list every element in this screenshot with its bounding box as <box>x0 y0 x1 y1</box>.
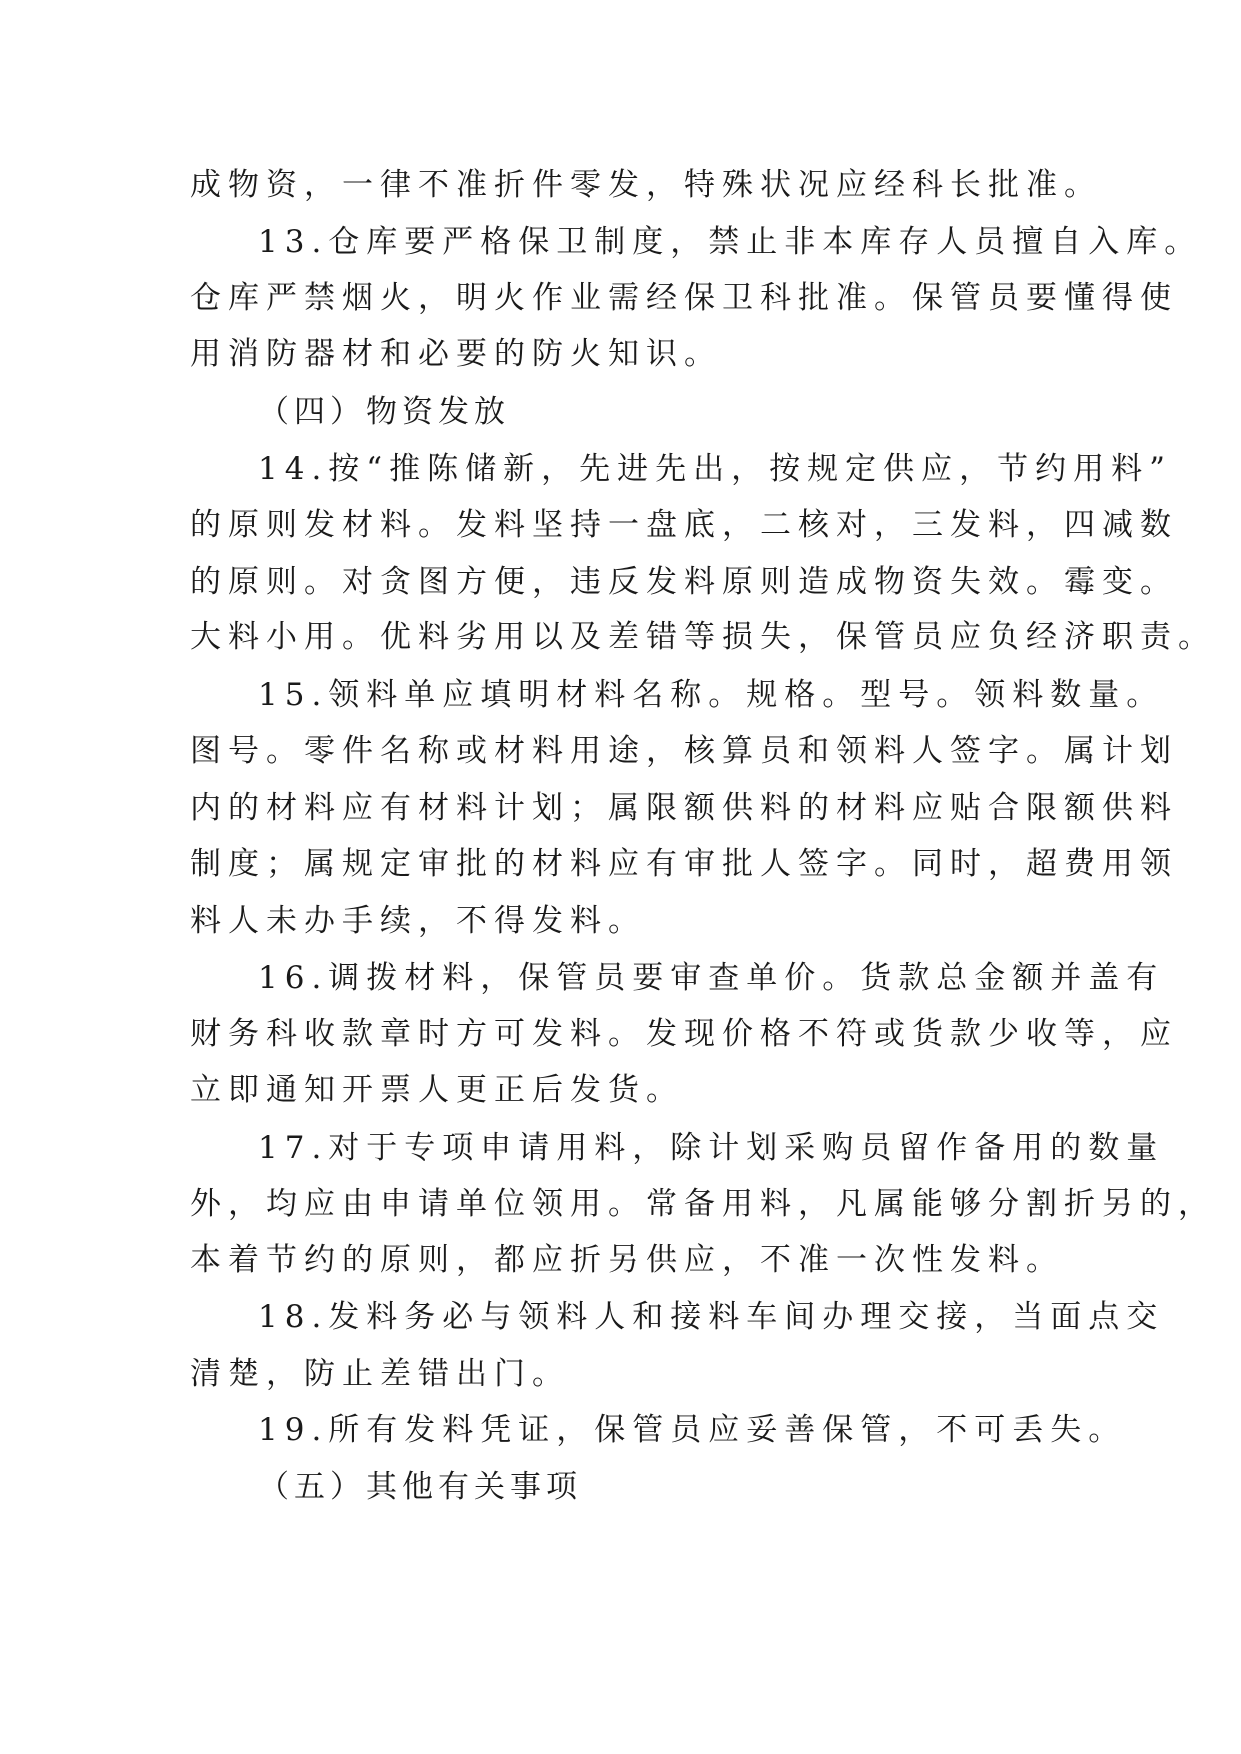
text-line: 大料小用。优料劣用以及差错等损失，保管员应负经济职责。 <box>190 619 1216 655</box>
clause-16-line: 16.调拨材料，保管员要审查单价。货款总金额并盖有 <box>258 960 1165 996</box>
clause-17-line: 17.对于专项申请用料，除计划采购员留作备用的数量 <box>258 1130 1165 1166</box>
text-line: 本着节约的原则，都应折另供应，不准一次性发料。 <box>190 1242 1064 1278</box>
text-line: 仓库严禁烟火，明火作业需经保卫科批准。保管员要懂得使 <box>190 280 1178 316</box>
clause-13-line: 13.仓库要严格保卫制度，禁止非本库存人员擅自入库。 <box>258 224 1203 260</box>
clause-19-line: 19.所有发料凭证，保管员应妥善保管，不可丢失。 <box>258 1412 1127 1448</box>
section-heading-5: （五）其他有关事项 <box>258 1469 582 1505</box>
text-line: 内的材料应有材料计划；属限额供料的材料应贴合限额供料 <box>190 790 1178 826</box>
text-line: 的原则发材料。发料坚持一盘底，二核对，三发料，四减数 <box>190 507 1178 543</box>
text-line: 制度；属规定审批的材料应有审批人签字。同时，超费用领 <box>190 846 1178 882</box>
text-line: 成物资，一律不准折件零发，特殊状况应经科长批准。 <box>190 167 1102 203</box>
text-line: 财务科收款章时方可发料。发现价格不符或货款少收等，应 <box>190 1016 1178 1052</box>
clause-15-line: 15.领料单应填明材料名称。规格。型号。领料数量。 <box>258 677 1165 713</box>
text-line: 用消防器材和必要的防火知识。 <box>190 336 722 372</box>
text-line: 外，均应由申请单位领用。常备用料，凡属能够分割折另的， <box>190 1186 1216 1222</box>
text-line: 料人未办手续，不得发料。 <box>190 903 646 939</box>
text-line: 立即通知开票人更正后发货。 <box>190 1072 684 1108</box>
text-line: 的原则。对贪图方便，违反发料原则造成物资失效。霉变。 <box>190 564 1178 600</box>
clause-14-line: 14.按“推陈储新，先进先出，按规定供应，节约用料” <box>258 451 1172 487</box>
section-heading-4: （四）物资发放 <box>258 394 510 430</box>
text-line: 清楚，防止差错出门。 <box>190 1356 570 1392</box>
clause-18-line: 18.发料务必与领料人和接料车间办理交接，当面点交 <box>258 1299 1165 1335</box>
text-line: 图号。零件名称或材料用途，核算员和领料人签字。属计划 <box>190 733 1178 769</box>
